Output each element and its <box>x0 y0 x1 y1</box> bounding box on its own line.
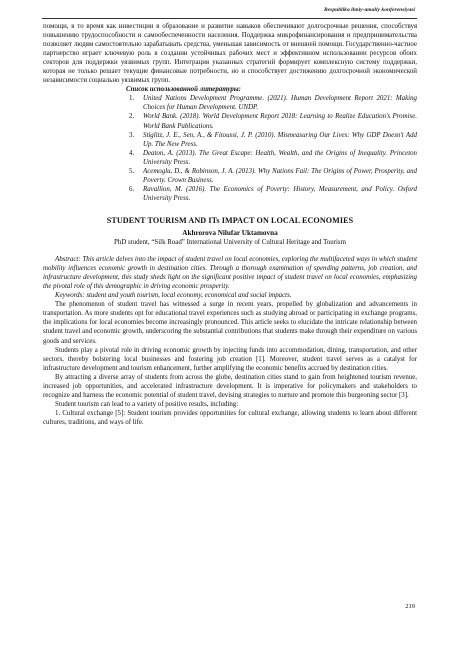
reference-number: 1. <box>129 95 135 103</box>
reference-item <box>129 185 417 203</box>
previous-article-paragraph: помощи, в то время как инвестиции в образование и развитие навыков обеспечивают долгосрочные решения, способствуя повышению трудоспособности и самообеспеченности населения. Поддержка микрофинансирования и предпринимательства позволяет людям самостоятельно зарабатывать средства, уменьшая зависимость от внешней помощи. Государственно-частное партнерство играет ключевую роль в создании устойчивых рабочих мест и эффективном использовании ресурсов обоих секторов для поддержки уязвимых групп. Интеграция указанных стратегий формирует комплексную систему поддержки, которая не только решает текущие финансовые потребности, но и способствует достижению долгосрочной экономической независимости социально уязвимых групп. <box>43 23 417 85</box>
reference-text: Acemoglu, D., & Robinson, J. A. (2013). Why Nations Fail: The Origins of Power, Prosperity, and Poverty. Crown Business. <box>143 167 417 184</box>
reference-number: 3. <box>129 131 135 139</box>
reference-text: Deaton, A. (2013). The Great Escape: Health, Wealth, and the Origins of Inequality. Princeton University Press. <box>143 149 417 166</box>
reference-text: Ravallion, M. (2016). The Economics of Poverty: History, Measurement, and Policy. Oxford University Press. <box>143 185 417 202</box>
author-name: Akhrorova Nilufar Uktamovna <box>182 228 278 237</box>
reference-text: Stiglitz, J. E., Sen, A., & Fitoussi, J. P. (2010). Mismeasuring Our Lives: Why GDP Doesn't Add Up. The New Press. <box>143 131 417 148</box>
author-affiliation: PhD student, “Silk Road” International University of Cultural Heritage and Tourism <box>114 239 346 247</box>
article-abstract: Abstract: This article delves into the impact of student travel on local economies, exploring the multifaceted ways in which student mobility influences economic growth in destination cities. Through a thorough examination of spending patterns, job creation, and infrastructure development, this study sheds light on the significant positive impact of student travel on local economies, emphasizing the pivotal role of this demographic in driving economic prosperity. <box>43 256 417 291</box>
reference-text: United Nations Development Programme. (2021). Human Development Report 2021: Making Choices for Human Development. UNDP. <box>143 95 417 112</box>
reference-number: 6. <box>129 185 135 193</box>
reference-item <box>129 112 417 130</box>
reference-item <box>129 167 417 185</box>
reference-number: 4. <box>129 149 135 157</box>
references-title: Список использованной литературы: <box>126 86 241 94</box>
reference-item <box>129 149 417 167</box>
body-paragraph: Students play a pivotal role in driving economic growth by injecting funds into accommodation, dining, transportation, and other sectors, thereby bolstering local businesses and fostering job creation [1]. Moreover, student travel serves as a catalyst for infrastructure development and tourism enhancement, further amplifying the economic benefits accrued by destination cities. <box>43 346 417 372</box>
article-keywords: Keywords: student and youth tourism, local economy, economical and social impacts. <box>55 292 292 300</box>
reference-number: 2. <box>129 113 135 121</box>
running-header: Respublika ilmiy-amaliy konferensiyasi <box>323 7 415 13</box>
page-content <box>43 22 417 427</box>
article-title: STUDENT TOURISM AND ITs IMPACT ON LOCAL ECONOMIES <box>106 215 354 225</box>
page-number: 219 <box>405 603 415 610</box>
references-list <box>43 94 417 203</box>
reference-number: 5. <box>129 167 135 175</box>
body-paragraph: Student tourism can lead to a variety of positive results, including: <box>55 400 239 408</box>
body-paragraph: The phenomenon of student travel has witnessed a surge in recent years, propelled by globalization and advancements in transportation. As more students opt for educational travel experiences such as studying abroad or participating in exchange programs, the implications for local economies become increasingly pronounced. This article seeks to elucidate the intricate relationship between student travel and economic growth, underscoring the substantial contributions that students make through their expenditure on various goods and services. <box>43 301 417 345</box>
header-rule <box>42 18 417 19</box>
body-paragraph: By attracting a diverse array of students from across the globe, destination cities stand to gain from heightened tourism revenue, increased job opportunities, and accelerated infrastructure development. It is imperative for policymakers and stakeholders to recognize and harness the economic potential of student travel, devising strategies to nurture and promote this burgeoning sector [3]. <box>43 373 417 399</box>
reference-item <box>129 94 417 112</box>
body-paragraph: 1. Cultural exchange [5]: Student tourism provides opportunities for cultural exchange, allowing students to learn about different cultures, traditions, and ways of life. <box>43 409 417 426</box>
reference-text: World Bank. (2018). World Development Report 2018: Learning to Realize Education's Promise. World Bank Publications. <box>143 113 417 130</box>
reference-item <box>129 131 417 149</box>
